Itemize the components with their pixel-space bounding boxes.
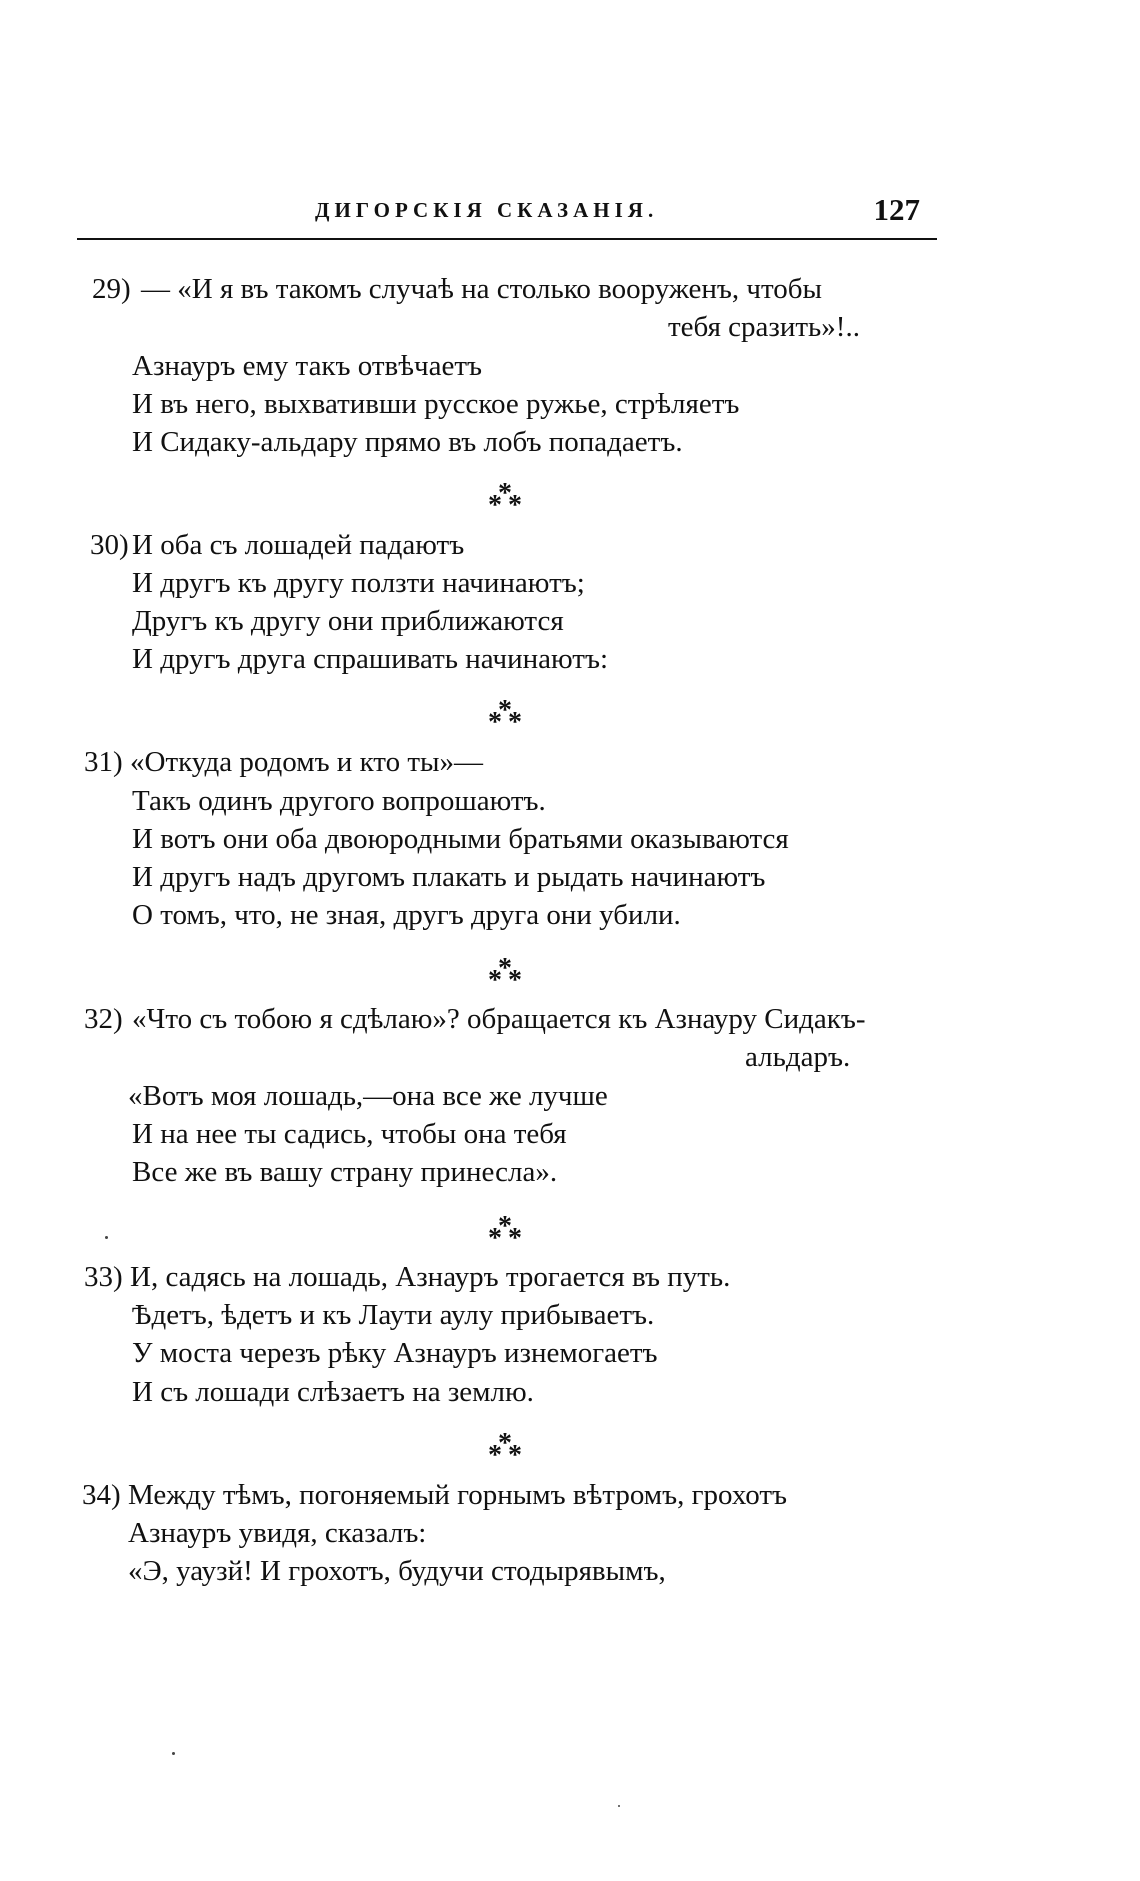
- page-header: [190, 192, 930, 238]
- stanza-30-line-1: И оба съ лошадей падаютъ: [132, 529, 465, 561]
- print-speck: [618, 1805, 620, 1807]
- stanza-29-line-4: И въ него, выхвативши русское ружье, стрѣляетъ: [132, 388, 740, 420]
- header-rule: [77, 238, 937, 240]
- asterisk: *: [508, 707, 522, 738]
- stanza-29-line-5: И Сидаку-альдару прямо въ лобъ попадаетъ.: [132, 426, 683, 458]
- stanza-number-33: 33): [84, 1261, 123, 1293]
- print-speck: [172, 1752, 175, 1755]
- asterisk: *: [498, 1428, 512, 1459]
- asterisk: *: [488, 490, 502, 521]
- stanza-31-line-3: И вотъ они оба двоюродными братьями оказываются: [132, 823, 789, 855]
- stanza-29-line-1: — «И я въ такомъ случаѣ на столько вооруженъ, чтобы: [141, 273, 822, 305]
- asterism-separator: [488, 1428, 528, 1471]
- stanza-32-line-1: «Что съ тобою я сдѣлаю»? обращается къ Азнауру Сидакъ-: [132, 1003, 866, 1035]
- stanza-31-line-5: О томъ, что, не зная, другъ друга они убили.: [132, 899, 681, 931]
- stanza-31-line-2: Такъ одинъ другого вопрошаютъ.: [132, 785, 546, 817]
- stanza-31-line-4: И другъ надъ другомъ плакать и рыдать начинаютъ: [132, 861, 766, 893]
- stanza-29-line-3: Азнауръ ему такъ отвѣчаетъ: [132, 350, 482, 382]
- asterisk: *: [508, 965, 522, 996]
- stanza-32-line-4: И на нее ты садись, чтобы она тебя: [132, 1118, 567, 1150]
- stanza-34-line-1: Между тѣмъ, погоняемый горнымъ вѣтромъ, грохотъ: [128, 1479, 787, 1511]
- asterisk: *: [488, 1440, 502, 1471]
- stanza-30-line-4: И другъ друга спрашивать начинаютъ:: [132, 643, 609, 675]
- stanza-number-32: 32): [84, 1003, 123, 1035]
- stanza-number-31: 31): [84, 746, 123, 778]
- asterism-separator: [488, 1211, 528, 1254]
- asterisk: *: [508, 1440, 522, 1471]
- running-title: ДИГОРСКІЯ СКАЗАНІЯ.: [315, 198, 659, 222]
- stanza-33-line-1: И, садясь на лошадь, Азнауръ трогается въ путь.: [130, 1261, 731, 1293]
- asterisk: *: [488, 1223, 502, 1254]
- asterisk: *: [498, 1211, 512, 1242]
- stanza-33-line-3: У моста черезъ рѣку Азнауръ изнемогаетъ: [132, 1337, 658, 1369]
- asterisk: *: [498, 695, 512, 726]
- stanza-number-34: 34): [82, 1479, 121, 1511]
- stanza-29-line-2: тебя сразить»!..: [668, 311, 860, 343]
- print-speck: [105, 1236, 108, 1239]
- asterisk: *: [508, 1223, 522, 1254]
- stanza-number-30: 30): [90, 529, 129, 561]
- stanza-30-line-3: Другъ къ другу они приближаются: [132, 605, 564, 637]
- asterisk: *: [488, 707, 502, 738]
- asterism-separator: [488, 478, 528, 521]
- asterism-separator: [488, 953, 528, 996]
- stanza-34-line-3: «Э, уаузй! И грохотъ, будучи стодырявымъ,: [128, 1555, 666, 1587]
- asterism-separator: [488, 695, 528, 738]
- asterisk: *: [498, 953, 512, 984]
- stanza-34-line-2: Азнауръ увидя, сказалъ:: [128, 1517, 427, 1549]
- asterisk: *: [498, 478, 512, 509]
- page-number: 127: [873, 192, 920, 227]
- stanza-33-line-4: И съ лошади слѣзаетъ на землю.: [132, 1376, 534, 1408]
- stanza-31-line-1: «Откуда родомъ и кто ты»—: [130, 746, 483, 778]
- stanza-33-line-2: Ѣдетъ, ѣдетъ и къ Лаути аулу прибываетъ.: [132, 1299, 655, 1331]
- stanza-number-29: 29): [92, 273, 131, 305]
- asterisk: *: [488, 965, 502, 996]
- asterisk: *: [508, 490, 522, 521]
- stanza-30-line-2: И другъ къ другу ползти начинаютъ;: [132, 567, 585, 599]
- stanza-32-line-3: «Вотъ моя лошадь,—она все же лучше: [128, 1080, 608, 1112]
- stanza-32-line-2: альдаръ.: [745, 1041, 851, 1073]
- stanza-32-line-5: Все же въ вашу страну принесла».: [132, 1156, 558, 1188]
